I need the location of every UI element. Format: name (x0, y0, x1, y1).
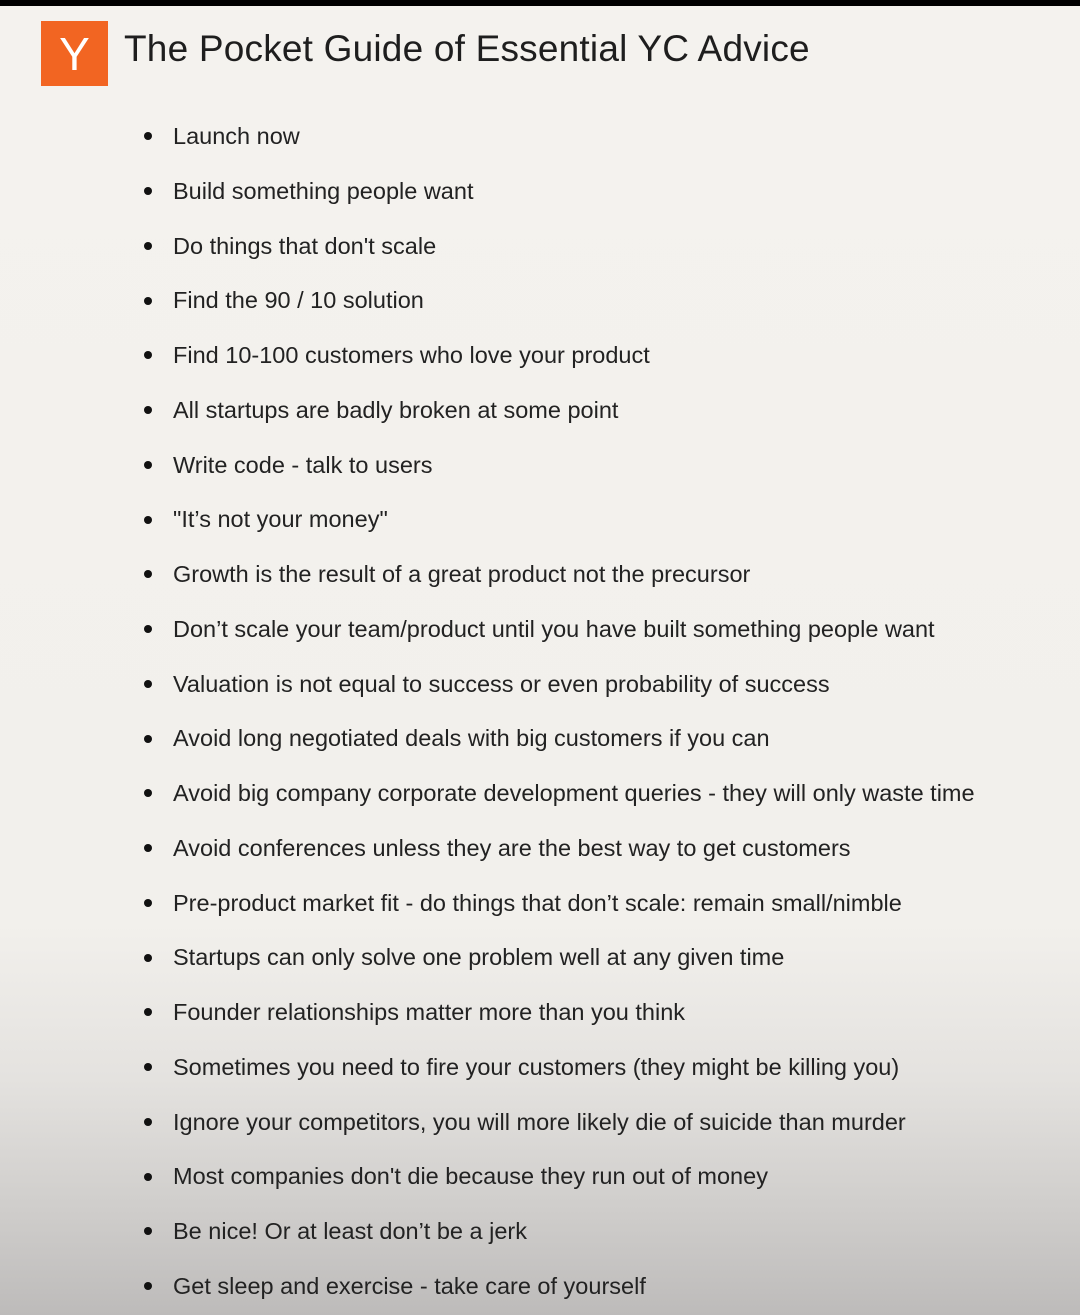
bullet-icon (144, 187, 152, 195)
advice-item (0, 1095, 1080, 1150)
advice-text: Do things that don't scale (173, 232, 437, 259)
yc-logo (41, 21, 108, 86)
advice-text: Most companies don't die because they run out of money (173, 1163, 768, 1190)
advice-text: Launch now (173, 123, 300, 149)
advice-text: Founder relationships matter more than you think (173, 999, 686, 1025)
bullet-icon (144, 570, 152, 578)
advice-text: Valuation is not equal to success or even probability of success (173, 670, 830, 697)
advice-item (0, 1149, 1080, 1204)
bullet-icon (144, 461, 152, 469)
advice-text: Avoid conferences unless they are the best way to get customers (173, 834, 851, 861)
bullet-icon (144, 1118, 152, 1126)
advice-text: Get sleep and exercise - take care of yourself (173, 1272, 646, 1299)
advice-text: Write code - talk to users (173, 451, 433, 478)
bullet-icon (144, 516, 152, 524)
advice-item (0, 109, 1080, 164)
advice-item (0, 657, 1080, 712)
advice-text: Sometimes you need to fire your customers (they might be killing you) (173, 1053, 900, 1080)
bullet-icon (144, 680, 152, 688)
bullet-icon (144, 625, 152, 633)
advice-item (0, 1040, 1080, 1095)
bullet-icon (144, 789, 152, 797)
advice-item (0, 383, 1080, 438)
advice-text: Startups can only solve one problem well at any given time (173, 944, 785, 971)
advice-text: Don’t scale your team/product until you have built something people want (173, 615, 935, 642)
bullet-icon (144, 297, 152, 305)
advice-item (0, 930, 1080, 985)
bullet-icon (144, 1282, 152, 1290)
yc-logo-glyph (41, 21, 108, 86)
bullet-icon (144, 132, 152, 140)
advice-text: Growth is the result of a great product not the precursor (173, 561, 751, 587)
advice-item (0, 273, 1080, 328)
bullet-icon (144, 1227, 152, 1235)
bullet-icon (144, 242, 152, 250)
advice-item (0, 876, 1080, 931)
bullet-icon (144, 735, 152, 743)
bullet-icon (144, 1173, 152, 1181)
advice-item (0, 821, 1080, 876)
svg-text:Y: Y (59, 28, 90, 80)
advice-text: Build something people want (173, 177, 474, 204)
advice-item (0, 328, 1080, 383)
advice-item (0, 438, 1080, 493)
advice-text: Find 10-100 customers who love your product (173, 342, 650, 368)
bullet-icon (144, 899, 152, 907)
advice-item (0, 492, 1080, 547)
advice-text: Avoid big company corporate development queries - they will only waste time (173, 780, 975, 806)
advice-item (0, 711, 1080, 766)
advice-item (0, 1259, 1080, 1314)
advice-item (0, 985, 1080, 1040)
advice-item (0, 547, 1080, 602)
advice-text: All startups are badly broken at some point (173, 396, 619, 423)
bullet-icon (144, 954, 152, 962)
slide (0, 6, 1080, 1315)
advice-text: Avoid long negotiated deals with big customers if you can (173, 725, 770, 752)
page-title: The Pocket Guide of Essential YC Advice (124, 28, 810, 69)
bullet-icon (144, 1063, 152, 1071)
advice-item (0, 766, 1080, 821)
advice-list (0, 109, 1080, 1314)
bullet-icon (144, 406, 152, 414)
advice-text: Pre-product market fit - do things that don’t scale: remain small/nimble (173, 889, 902, 916)
advice-text: Find the 90 / 10 solution (173, 287, 424, 314)
advice-text: "It’s not your money" (173, 506, 388, 533)
advice-text: Be nice! Or at least don’t be a jerk (173, 1218, 527, 1244)
advice-item (0, 602, 1080, 657)
bullet-icon (144, 844, 152, 852)
bullet-icon (144, 1008, 152, 1016)
bullet-icon (144, 351, 152, 359)
advice-text: Ignore your competitors, you will more likely die of suicide than murder (173, 1108, 906, 1135)
advice-item (0, 1204, 1080, 1259)
advice-item (0, 219, 1080, 274)
advice-item (0, 164, 1080, 219)
